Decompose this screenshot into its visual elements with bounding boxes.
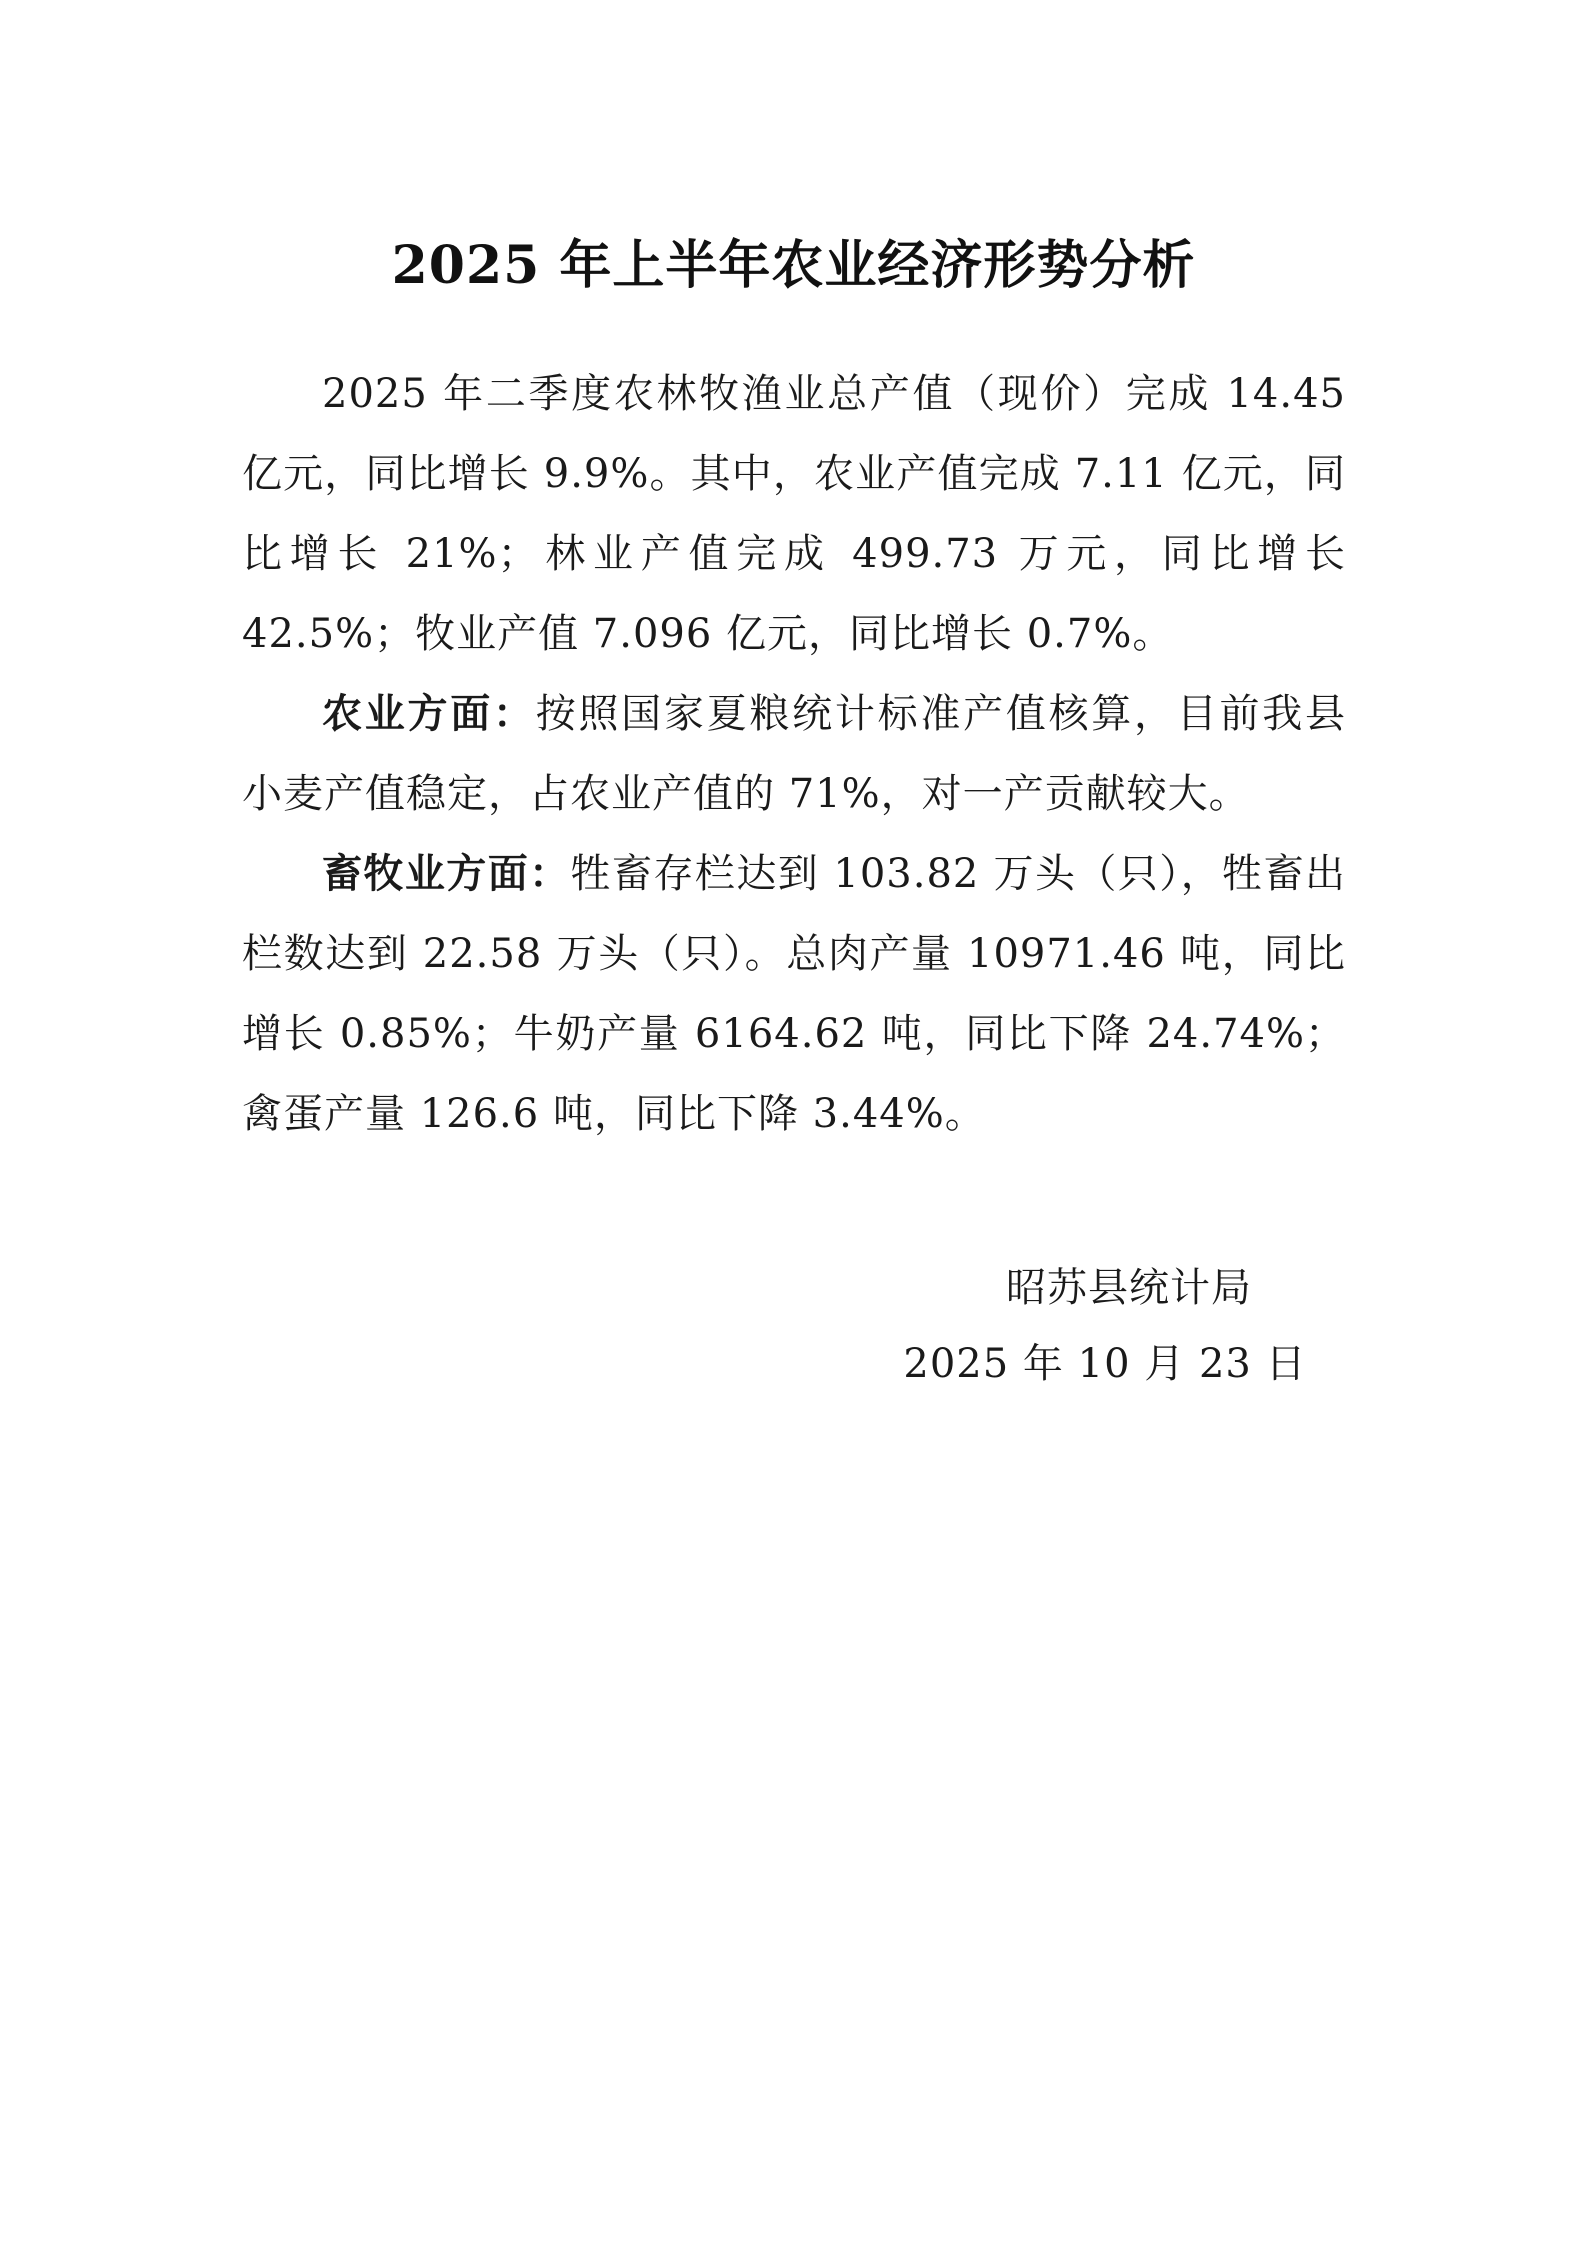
signature-block xyxy=(903,1250,1320,1402)
paragraph-overview-text: 2025 年二季度农林牧渔业总产值（现价）完成 14.45 亿元，同比增长 9.9%。其中，农业产值完成 7.11 亿元，同比增长 21%；林业产值完成 499.73 万元，同比增长 42.5%；牧业产值 7.096 亿元，同比增长 0.7%。 xyxy=(242,371,1346,657)
paragraph-agriculture xyxy=(242,674,1346,834)
paragraph-agriculture-heading: 农业方面： xyxy=(322,690,536,737)
signature-organization: 昭苏县统计局 xyxy=(1006,1265,1252,1311)
paragraph-agriculture-text: 按照国家夏粮统计标准产值核算，目前我县小麦产值稳定，占农业产值的 71%，对一产贡献较大。 xyxy=(242,691,1347,817)
document-body xyxy=(242,354,1346,1154)
document-title: 2025 年上半年农业经济形势分析 xyxy=(391,234,1196,296)
paragraph-livestock-text: 牲畜存栏达到 103.82 万头（只），牲畜出栏数达到 22.58 万头（只）。总肉产量 10971.46 吨，同比增长 0.85%；牛奶产量 6164.62 吨，同比下降 24.74%；禽蛋产量 126.6 吨，同比下降 3.44%。 xyxy=(242,851,1347,1137)
signature-date: 2025 年 10 月 23 日 xyxy=(903,1341,1307,1387)
paragraph-overview xyxy=(242,354,1346,674)
paragraph-livestock xyxy=(242,834,1346,1154)
paragraph-livestock-heading: 畜牧业方面： xyxy=(322,850,571,897)
